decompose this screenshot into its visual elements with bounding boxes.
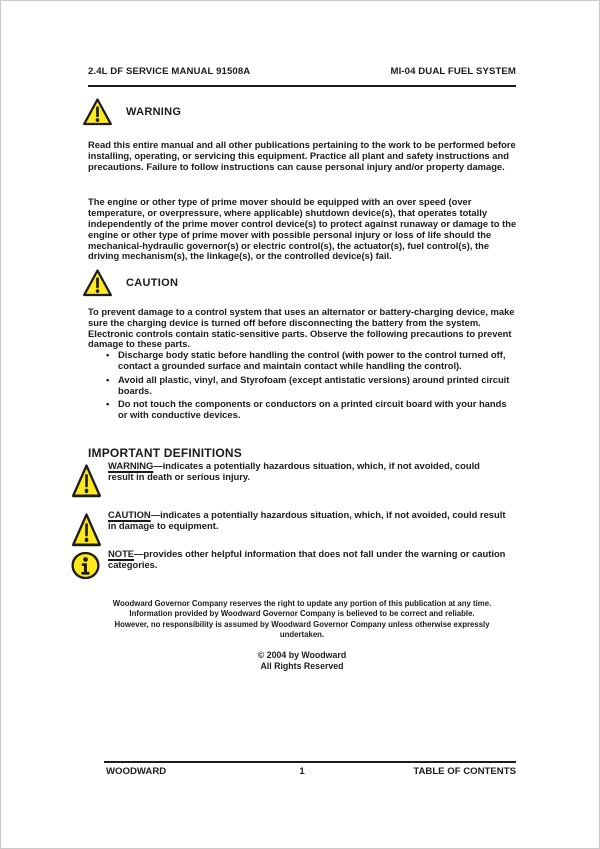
definition-note-body: —provides other helpful information that does not fall under the warning or caution categories. [108,548,506,570]
definition-caution-term: CAUTION [108,509,151,520]
footer-company: WOODWARD [106,766,167,777]
definition-caution-text [108,510,508,548]
definition-warning-text [108,461,508,499]
legal-line: Woodward Governor Company reserves the right to update any portion of this publication at any time. [112,599,492,608]
caution-bullet-1: • Discharge body static before handling the control (with power to the control turned off, contact a grounded surface and maintain contact while handling the control). [88,350,518,372]
caution-section-header [82,268,178,298]
footer-section-title: TABLE OF CONTENTS [413,766,516,777]
legal-line: undertaken. [279,630,325,640]
definitions-heading: IMPORTANT DEFINITIONS [88,446,242,460]
legal-notice [88,599,516,641]
caution-triangle-icon [71,510,108,548]
caution-bullet-3: • Do not touch the components or conductors on a printed circuit board with your hands or with conductive devices. [88,399,518,421]
copyright-line: © 2004 by Woodward [257,650,347,660]
warning-section-header [82,97,181,127]
definition-caution [71,510,511,548]
caution-bullet-2: • Avoid all plastic, vinyl, and Styrofoam (except antistatic versions) around printed circuit boards. [88,375,518,397]
definition-note-term: NOTE [108,548,135,559]
definition-note [71,549,511,580]
definition-warning-body: —indicates a potentially hazardous situation, which, if not avoided, could result in death or serious injury. [108,460,480,482]
warning-triangle-icon [82,97,113,127]
warning-triangle-icon [71,461,108,499]
definition-note-text [108,549,508,580]
warning-section-label: WARNING [126,106,182,118]
caution-intro-paragraph: To prevent damage to a control system that uses an alternator or battery-charging device, make sure the charging device is turned off before disconnecting the battery from the system. Electronic controls contain static-sensitive parts. Observe the following precautions to prevent damage to these parts. [88,306,515,350]
definition-caution-body: —indicates a potentially hazardous situation, which, if not avoided, could result in damage to equipment. [108,509,506,531]
warning-paragraph-2: The engine or other type of prime mover should be equipped with an over speed (over temperature, or overpressure, where applicable) shutdown device(s), that operates totally independently of the prime mover control device(s) to protect against runaway or damage to the engine or other type of prime mover with possible personal injury or loss of life should the mechanical-hydraulic governor(s) or electric control(s), the actuator(s), fuel control(s), the driving mechanism(s), the linkage(s), or the controlled device(s) fail. [88,196,517,262]
legal-line: Information provided by Woodward Governor Company is believed to be correct and reliable. [129,609,475,619]
page-header [88,66,516,77]
caution-section-label: CAUTION [126,277,179,289]
header-left-title: 2.4L DF SERVICE MANUAL 91508A [88,66,251,77]
header-rule [88,85,516,87]
header-right-title: MI-04 DUAL FUEL SYSTEM [390,66,516,77]
footer-rule [104,761,516,763]
caution-section-body [88,307,518,424]
definition-warning [71,461,511,499]
caution-triangle-icon [82,268,113,298]
definition-warning-term: WARNING [108,460,154,471]
page-number: 1 [299,766,305,777]
rights-line: All Rights Reserved [260,661,344,671]
copyright-notice [88,650,516,672]
note-info-icon [71,549,108,580]
warning-paragraph-1: Read this entire manual and all other publications pertaining to the work to be performed before installing, operating, or servicing this equipment. Practice all plant and safety instructions and precautions. Failure to follow instructions can cause personal injury and/or property damage. [88,139,516,172]
legal-line: However, no responsibility is assumed by Woodward Governor Company unless otherwise expressly [114,619,490,629]
